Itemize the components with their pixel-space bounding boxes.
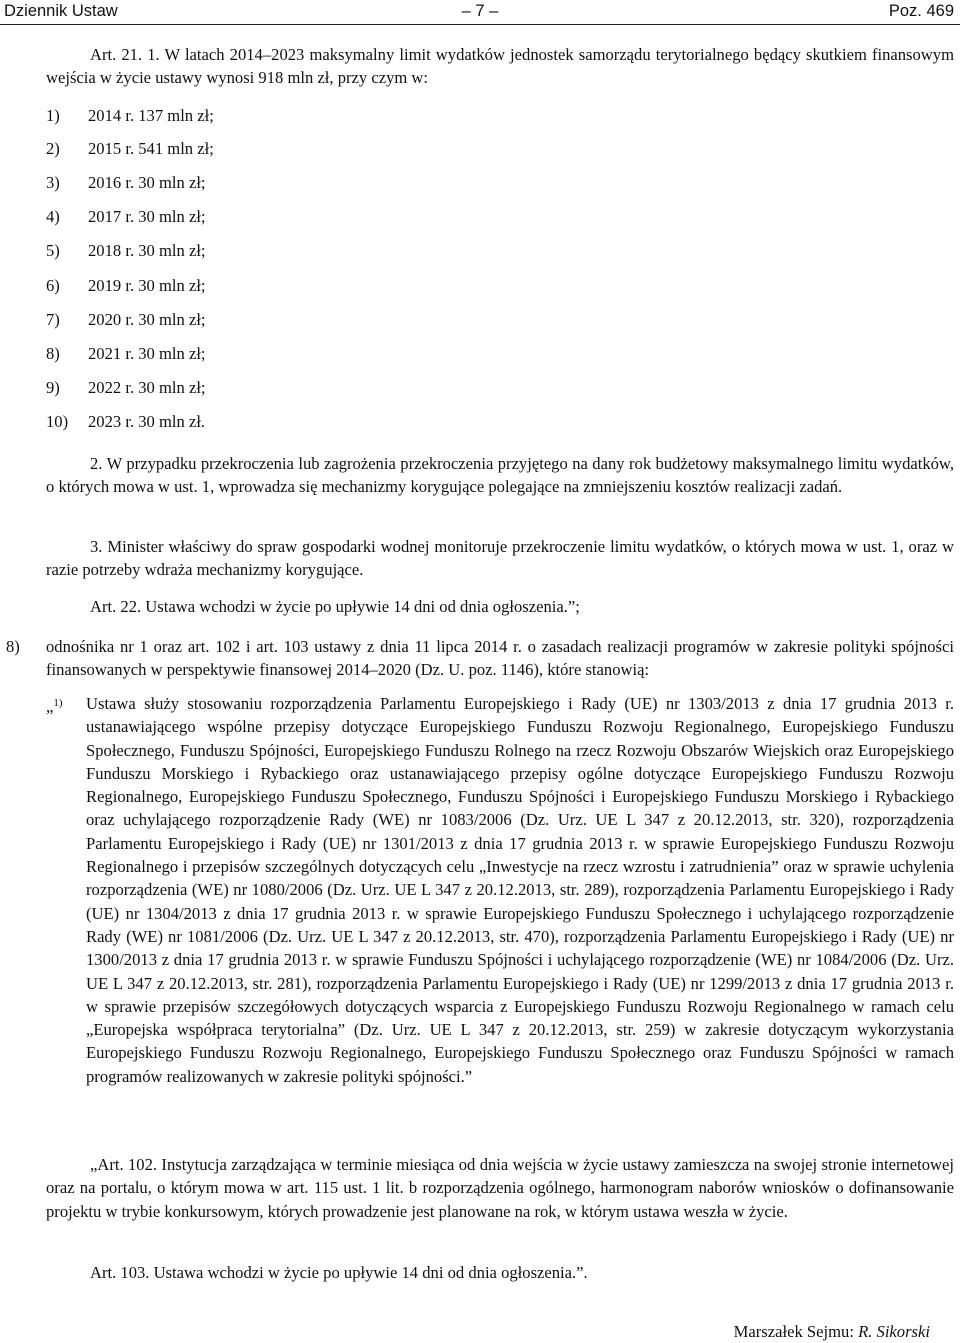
list-item-number: 1): [46, 106, 60, 125]
list-item-number: 3): [46, 173, 60, 192]
list-item: [46, 137, 926, 160]
position-number: Poz. 469: [888, 2, 954, 20]
list-item: [46, 376, 926, 399]
list-item-text: 2019 r. 30 mln zł;: [88, 276, 206, 295]
list-item: [46, 342, 926, 365]
point-8-text: odnośnika nr 1 oraz art. 102 i art. 103 ustawy z dnia 11 lipca 2014 r. o zasadach realizacji programów w zakresie polityki spójności finansowanych w perspektywie finansowej 2014–2020 (Dz. U. poz. 1146), które stanowią:: [46, 637, 954, 680]
list-item-text: 2021 r. 30 mln zł;: [88, 344, 206, 363]
list-item: [46, 205, 926, 228]
list-item-number: 5): [46, 241, 60, 260]
footnote-open-quote: „: [46, 697, 54, 716]
list-item-text: 2014 r. 137 mln zł;: [88, 106, 214, 125]
footnote-1: [46, 692, 954, 1088]
page-number: – 7 –: [461, 2, 499, 20]
list-item: [46, 274, 926, 297]
point-8-number: 8): [6, 637, 20, 656]
list-item: [46, 171, 926, 194]
footnote-text: Ustawa służy stosowaniu rozporządzenia Parlamentu Europejskiego i Rady (UE) nr 1303/2013 z dnia 17 grudnia 2013 r. ustanawiającego wspólne przepisy dotyczące Europejskiego Funduszu Rozwoju Regionalnego, Europejskiego Funduszu Społecznego, Funduszu Spójności, Europejskiego Funduszu Rolnego na rzecz Rozwoju Obszarów Wiejskich oraz Europejskiego Funduszu Morskiego i Rybackiego oraz ustanawiającego przepisy ogólne dotyczące Europejskiego Funduszu Rozwoju Regionalnego, Europejskiego Funduszu Społecznego, Funduszu Spójności i Europejskiego Funduszu Morskiego i Rybackiego oraz uchylającego rozporządzenie Rady (WE) nr 1083/2006 (Dz. Urz. UE L 347 z 20.12.2013, str. 320), rozporządzenia Parlamentu Europejskiego i Rady (UE) nr 1301/2013 z dnia 17 grudnia 2013 r. w sprawie Europejskiego Funduszu Rozwoju Regionalnego i przepisów szczególnych dotyczących celu „Inwestycje na rzecz wzrostu i zatrudnienia” oraz w sprawie uchylenia rozporządzenia (WE) nr 1080/2006 (Dz. Urz. UE L 347 z 20.12.2013, str. 289), rozporządzenia Parlamentu Europejskiego i Rady (UE) nr 1304/2013 z dnia 17 grudnia 2013 r. w sprawie Europejskiego Funduszu Społecznego i uchylającego rozporządzenie Rady (WE) nr 1081/2006 (Dz. Urz. UE L 347 z 20.12.2013, str. 470), rozporządzenia Parlamentu Europejskiego i Rady (UE) nr 1300/2013 z dnia 17 grudnia 2013 r. w sprawie Funduszu Spójności i uchylającego rozporządzenie (WE) nr 1084/2006 (Dz. Urz. UE L 347 z 20.12.2013, str. 281), rozporządzenia Parlamentu Europejskiego i Rady (UE) nr 1299/2013 z dnia 17 grudnia 2013 r. w sprawie przepisów szczegółowych dotyczących wsparcia z Europejskiego Funduszu Rozwoju Regionalnego w ramach celu „Europejska współpraca terytorialna” (Dz. Urz. UE L 347 z 20.12.2013, str. 259) w zakresie dotyczącym wykorzystania Europejskiego Funduszu Rozwoju Regionalnego, Europejskiego Funduszu Społecznego oraz Funduszu Spójności w ramach programów realizowanych w zakresie polityki spójności.”: [86, 694, 954, 1086]
journal-title: Dziennik Ustaw: [4, 2, 118, 20]
header-rule: [0, 24, 960, 25]
list-item-number: 4): [46, 207, 60, 226]
art21-paragraph-3: 3. Minister właściwy do spraw gospodarki wodnej monitoruje przekroczenie limitu wydatków, o których mowa w ust. 1, oraz w razie potrzeby wdraża mechanizmy korygujące.: [46, 537, 954, 580]
list-item-number: 7): [46, 310, 60, 329]
list-item-text: 2018 r. 30 mln zł;: [88, 241, 206, 260]
list-item: [46, 104, 926, 127]
list-item-number: 9): [46, 378, 60, 397]
art103-paragraph: Art. 103. Ustawa wchodzi w życie po upływie 14 dni od dnia ogłoszenia.”.: [90, 1263, 588, 1282]
point-8: [6, 635, 954, 682]
list-item-text: 2017 r. 30 mln zł;: [88, 207, 206, 226]
list-item-number: 2): [46, 139, 60, 158]
page-header: [0, 0, 960, 22]
list-item-text: 2020 r. 30 mln zł;: [88, 310, 206, 329]
art21-paragraph-1: Art. 21. 1. W latach 2014–2023 maksymalny limit wydatków jednostek samorządu terytorialnego będący skutkiem finansowym wejścia w życie ustawy wynosi 918 mln zł, przy czym w:: [46, 45, 954, 88]
footnote-number: 1): [53, 697, 63, 709]
art22-paragraph: Art. 22. Ustawa wchodzi w życie po upływie 14 dni od dnia ogłoszenia.”;: [90, 597, 580, 616]
list-item: [46, 410, 926, 433]
list-item-text: 2022 r. 30 mln zł;: [88, 378, 206, 397]
list-item-text: 2016 r. 30 mln zł;: [88, 173, 206, 192]
signature-role: Marszałek Sejmu:: [733, 1322, 854, 1341]
list-item-number: 6): [46, 276, 60, 295]
signature: [734, 1320, 930, 1343]
list-item: [46, 239, 926, 262]
list-item-text: 2015 r. 541 mln zł;: [88, 139, 214, 158]
list-item-number: 8): [46, 344, 60, 363]
list-item: [46, 308, 926, 331]
list-item-text: 2023 r. 30 mln zł.: [88, 412, 206, 431]
art21-paragraph-2: 2. W przypadku przekroczenia lub zagrożenia przekroczenia przyjętego na dany rok budżetowy maksymalnego limitu wydatków, o których mowa w ust. 1, wprowadza się mechanizmy korygujące polegające na zmniejszeniu kosztów realizacji zadań.: [46, 454, 954, 497]
art102-paragraph: „Art. 102. Instytucja zarządzająca w terminie miesiąca od dnia wejścia w życie ustawy zamieszcza na swojej stronie internetowej oraz na portalu, o którym mowa w art. 115 ust. 1 lit. b rozporządzenia ogólnego, harmonogram naborów wniosków o dofinansowanie projektu w trybie konkursowym, których prowadzenie jest planowane na rok, w którym ustawa weszła w życie.: [46, 1155, 954, 1221]
footnote-marker: [46, 692, 63, 718]
list-item-number: 10): [46, 412, 69, 431]
signature-name: R. Sikorski: [858, 1322, 930, 1341]
